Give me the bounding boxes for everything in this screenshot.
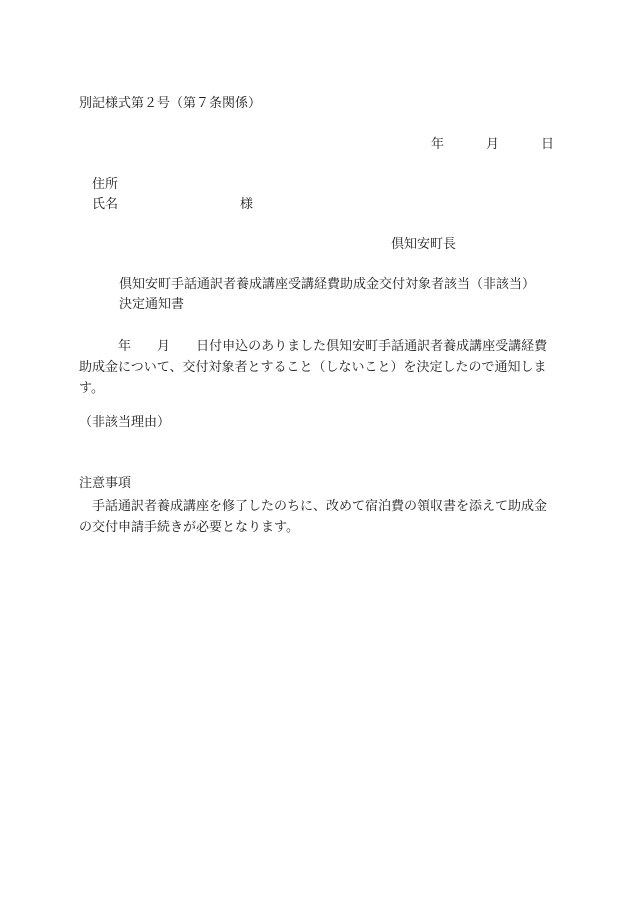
notes-text: 手話通訳者養成講座を修了したのちに、改めて宿泊費の領収書を添えて助成金の交付申請手続きが必要となります。 xyxy=(79,499,548,535)
date-year-label: 年 xyxy=(431,137,445,152)
notes-heading: 注意事項 xyxy=(79,476,132,491)
honorific: 様 xyxy=(240,197,254,212)
body-gap-2 xyxy=(170,339,196,354)
body-gap-1 xyxy=(131,339,157,354)
issuer-name: 倶知安町長 xyxy=(391,237,457,252)
body-main-text: 日付申込のありました倶知安町手話通訳者養成講座受講経費助成金について、交付対象者とすること（しないこと）を決定したので通知します。 xyxy=(79,339,548,396)
body-year-label: 年 xyxy=(118,339,132,354)
form-number: 別記様式第２号（第７条関係） xyxy=(79,96,262,111)
date-day-label: 日 xyxy=(541,137,555,152)
reason-label: （非該当理由） xyxy=(79,415,171,430)
document-title-line-1: 倶知安町手話通訳者養成講座受講経費助成金交付対象者該当（非該当） xyxy=(119,277,536,292)
date-line xyxy=(431,138,554,151)
body-indent xyxy=(79,339,118,354)
name-label: 氏名 xyxy=(92,197,119,212)
date-month-label: 月 xyxy=(486,137,500,152)
body-month-label: 月 xyxy=(157,339,171,354)
body-paragraph xyxy=(79,336,551,399)
address-label: 住所 xyxy=(92,177,119,192)
document-title-line-2: 決定通知書 xyxy=(119,297,185,312)
